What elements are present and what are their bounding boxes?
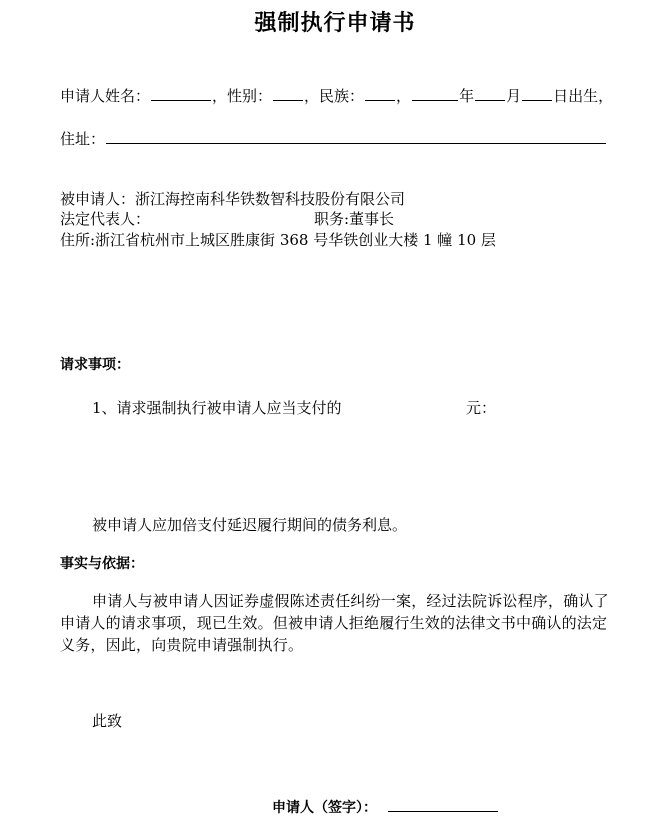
legal-rep-label: 法定代表人： — [60, 210, 151, 228]
claim-item-1-suffix: 元： — [466, 399, 497, 417]
applicant-address-label: 住址： — [60, 130, 106, 148]
claim-item-1-prefix: 1、请求强制执行被申请人应当支付的 — [92, 399, 342, 417]
applicant-address-line — [60, 127, 614, 149]
applicant-gender-blank[interactable] — [273, 84, 303, 101]
facts-body: 申请人与被申请人因证券虚假陈述责任纠纷一案，经过法院诉讼程序，确认了申请人的请求事项，现已生效。但被申请人拒绝履行生效的法律文书中确认的法定义务，因此，向贵院申请强制执行。 — [60, 592, 609, 654]
applicant-gender-label: ，性别： — [212, 87, 273, 105]
closing-text: 此致 — [92, 712, 123, 730]
applicant-name-label: 申请人姓名： — [60, 87, 151, 105]
document-title: 强制执行申请书 — [254, 11, 416, 36]
claim-item-1 — [92, 397, 497, 418]
respondent-legal-rep-line — [60, 209, 614, 229]
applicant-ethnicity-label: ，民族： — [304, 87, 365, 105]
birth-suffix-label: 日出生， — [553, 87, 614, 105]
applicant-name-blank[interactable] — [151, 84, 211, 101]
signature-label: 申请人（签字）： — [272, 800, 377, 816]
claim-item-2: 被申请人应加倍支付延迟履行期间的债务利息。 — [92, 516, 408, 534]
signature-line — [272, 795, 499, 817]
applicant-info-line — [60, 84, 614, 106]
applicant-address-blank[interactable] — [106, 127, 606, 144]
birth-month-label: 月 — [506, 87, 522, 105]
applicant-comma: ， — [396, 87, 412, 105]
respondent-address: 住所:浙江省杭州市上城区胜康街 368 号华铁创业大楼 1 幢 10 层 — [60, 231, 496, 249]
facts-heading: 事实与依据： — [60, 556, 144, 572]
signature-blank[interactable] — [388, 795, 498, 812]
birth-year-label: 年 — [459, 87, 475, 105]
birth-year-blank[interactable] — [412, 84, 458, 101]
applicant-ethnicity-blank[interactable] — [365, 84, 395, 101]
position-label: 职务:董事长 — [314, 210, 395, 228]
claims-heading: 请求事项： — [60, 357, 130, 373]
birth-month-blank[interactable] — [475, 84, 505, 101]
birth-day-blank[interactable] — [522, 84, 552, 101]
respondent-name: 被申请人：浙江海控南科华铁数智科技股份有限公司 — [60, 190, 406, 208]
